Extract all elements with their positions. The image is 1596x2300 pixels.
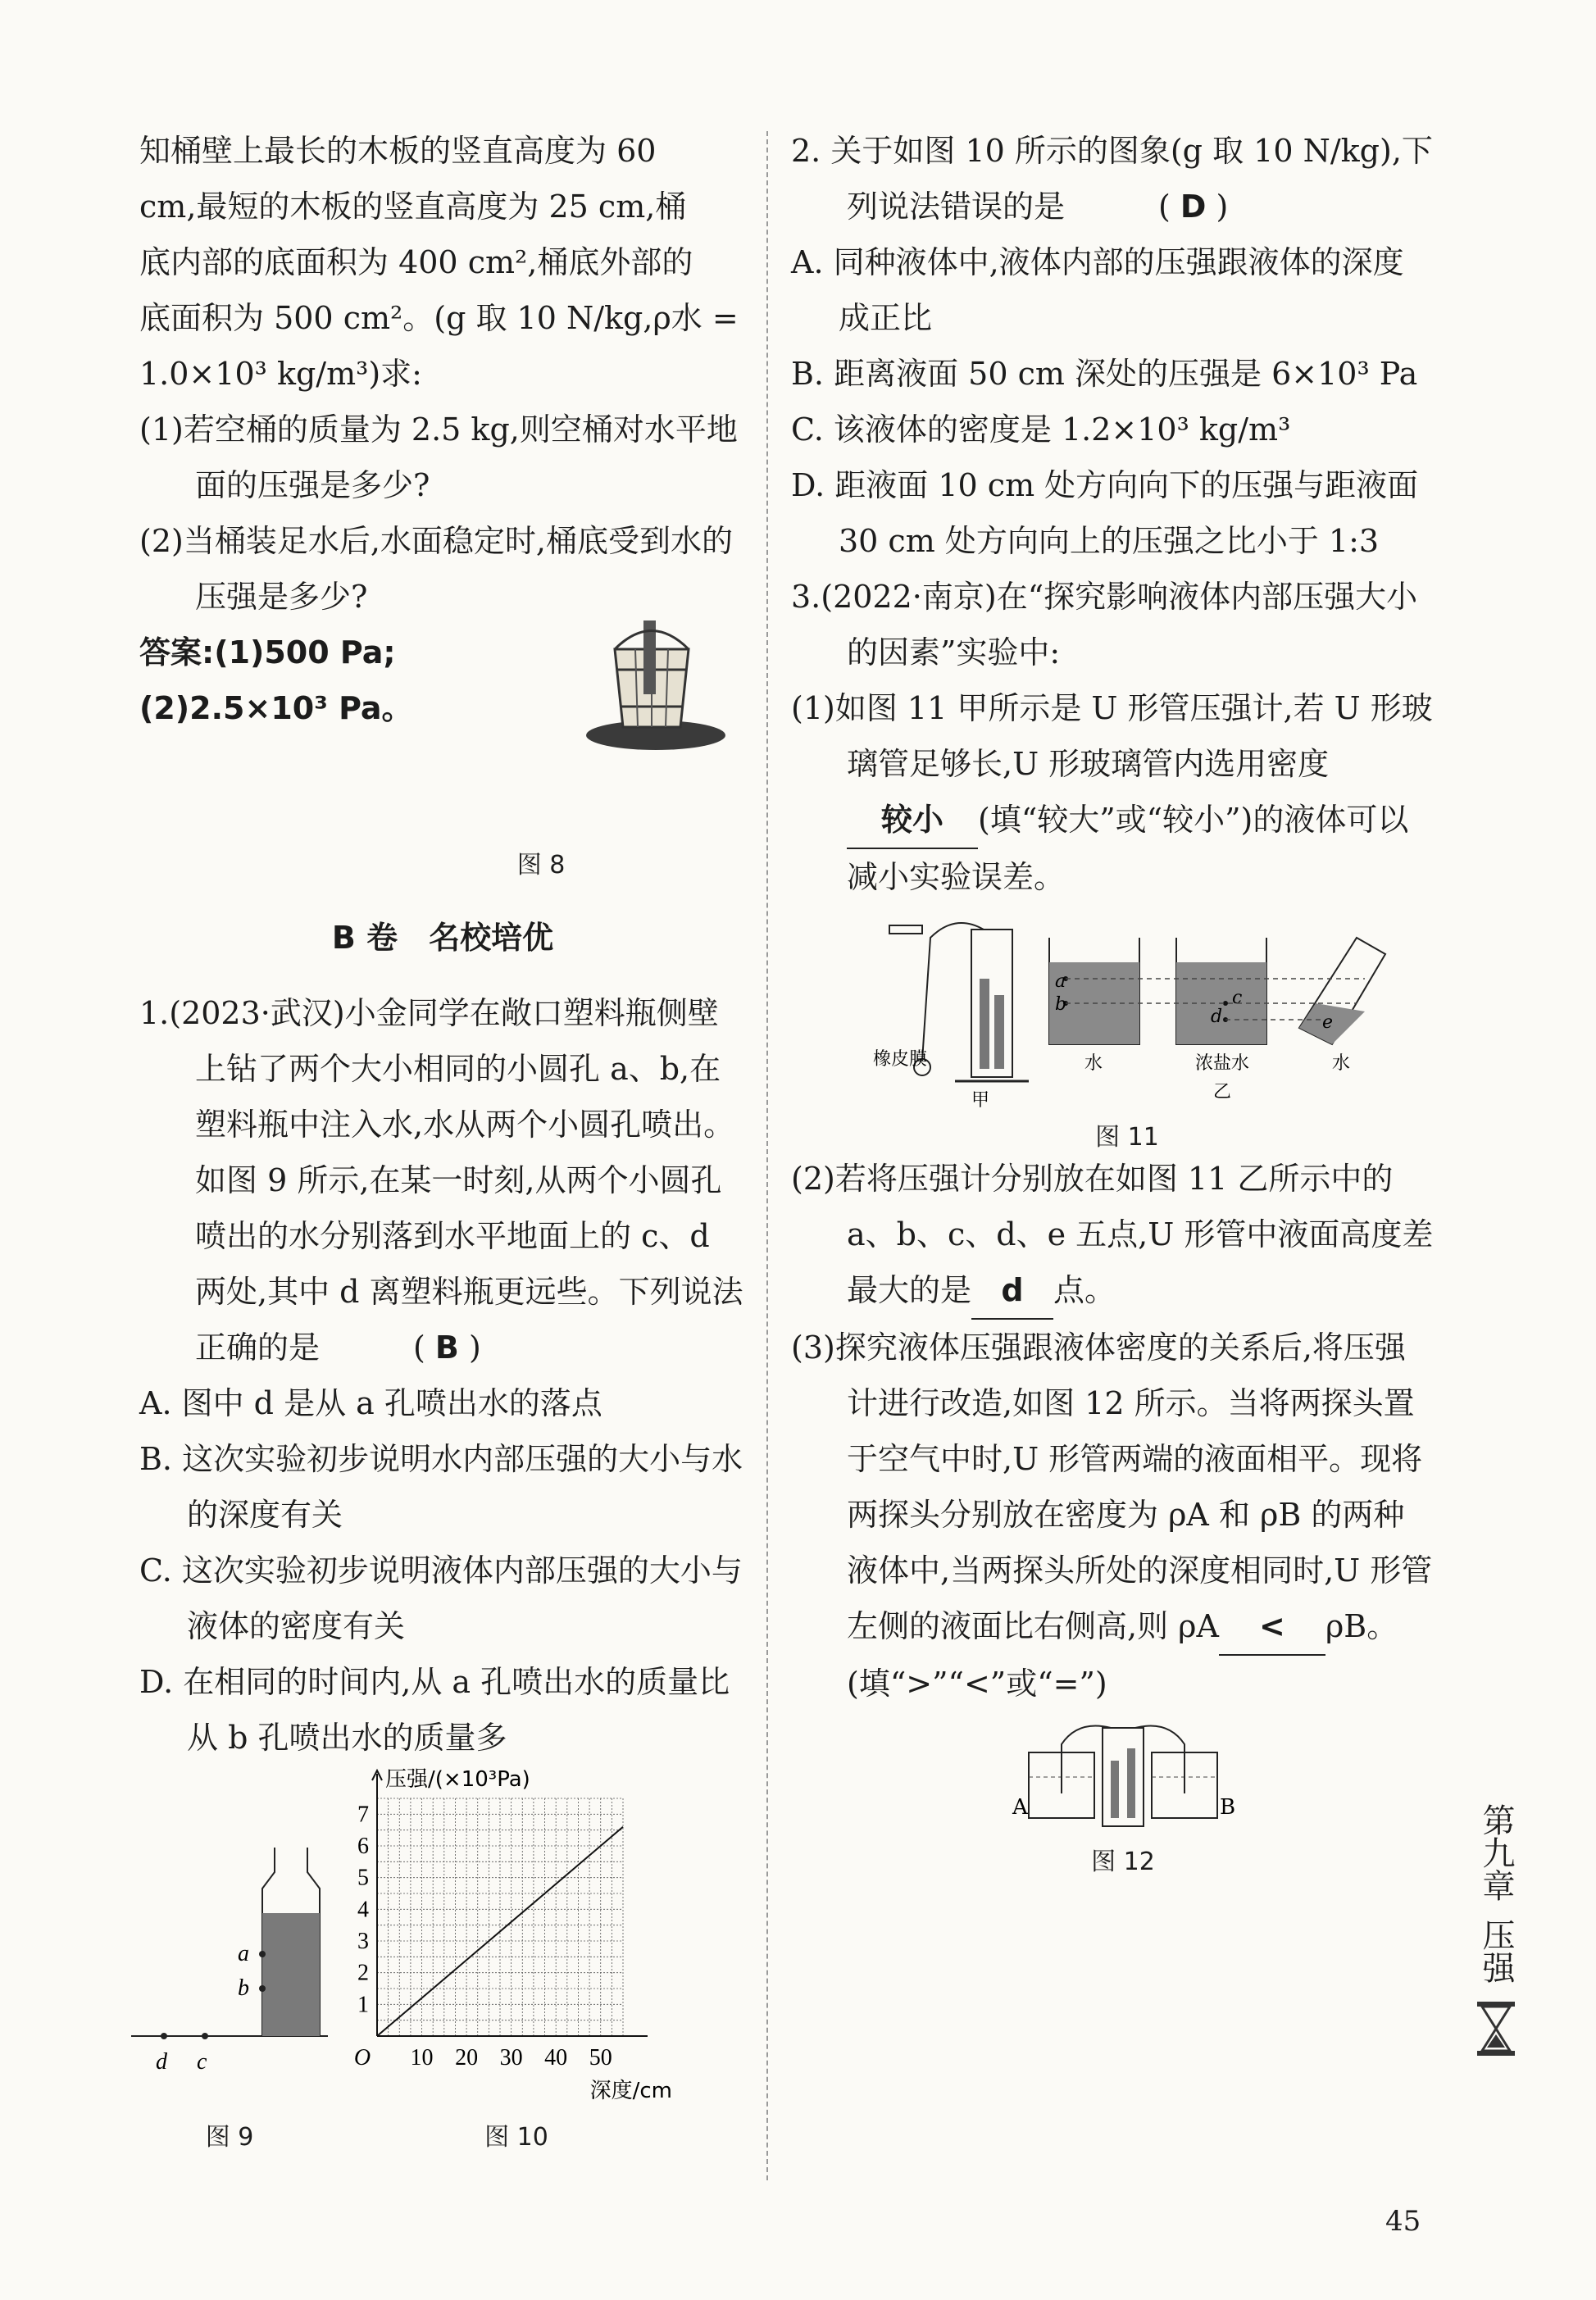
blank-q2: d — [971, 1262, 1053, 1320]
y-tick-label: 5 — [357, 1865, 369, 1891]
column-divider — [766, 131, 768, 2180]
fig11-label-c: c — [1232, 988, 1243, 1008]
chapter-label: 第九章 — [1477, 1803, 1515, 1902]
option: B. 这次实验初步说明水内部压强的大小与水的深度有关 — [139, 1441, 743, 1533]
blank-q3: < — [1219, 1598, 1325, 1656]
x-tick-label: 10 — [410, 2045, 434, 2070]
left-column — [139, 123, 746, 2151]
y-tick-label: 3 — [357, 1929, 369, 1954]
intro-line: 知桶壁上最长的木板的竖直高度为 60 — [139, 133, 657, 169]
problem-3-q1: (1)如图 11 甲所示是 U 形管压强计,若 U 形玻璃管足够长,U 形玻璃管内选用密度较小 (填“较大”或“较小”)的液体可以减小实验误差。 — [791, 690, 1433, 895]
fig11-label-water2: 水 — [1332, 1053, 1351, 1074]
y-tick-label: 2 — [357, 1960, 369, 1986]
problem-3-q2: (2)若将压强计分别放在如图 11 乙所示中的 a、b、c、d、e 五点,U 形管中液面高度差最大的是 d 点。 — [791, 1151, 1435, 1320]
question-2: (2)当桶装足水后,水面稳定时,桶底受到水的压强是多少? — [139, 523, 733, 615]
chapter-sidebar — [1467, 1803, 1525, 2066]
fig11-label-yi: 乙 — [1213, 1082, 1232, 1102]
fig10-caption: 图 10 — [484, 2123, 548, 2152]
intro-line: 1.0×10³ kg/m³)求: — [139, 356, 422, 392]
option: D. 距液面 10 cm 处方向向下的压强与距液面 30 cm 处方向向上的压强之比小于 1:3 — [791, 467, 1419, 559]
option: C. 这次实验初步说明液体内部压强的大小与液体的密度有关 — [139, 1552, 743, 1644]
y-tick-label: 6 — [357, 1834, 369, 1859]
intro-line: cm,最短的木板的竖直高度为 25 cm,桶 — [139, 189, 687, 225]
y-tick-label: 1 — [357, 1992, 369, 2018]
fig11-label-water1: 水 — [1084, 1053, 1103, 1074]
bucket-figure — [566, 600, 730, 764]
option: B. 距离液面 50 cm 深处的压强是 6×10³ Pa — [791, 356, 1418, 392]
problem-2-stem: 2. 关于如图 10 所示的图象(g 取 10 N/kg),下列说法错误的是 ( D ) — [791, 133, 1433, 225]
origin-label: O — [353, 2045, 371, 2070]
x-tick-label: 40 — [544, 2045, 568, 2070]
x-axis-label: 深度/cm — [589, 2079, 672, 2103]
right-column — [791, 123, 1435, 1876]
figures-9-10 — [139, 1766, 746, 2151]
x-tick-label: 50 — [589, 2045, 612, 2070]
fig12-label-B: B — [1220, 1795, 1236, 1820]
problem-1-answer: B — [434, 1330, 459, 1366]
fig11-label-a: a — [1055, 971, 1066, 992]
fig10-chart — [352, 1766, 721, 2110]
fig9-label-d: d — [156, 2049, 167, 2075]
section-title: B 卷 名校培优 — [331, 920, 554, 956]
fig11-label-e: e — [1322, 1012, 1334, 1033]
fig9-label-c: c — [197, 2049, 207, 2075]
y-axis-label: 压强/(×10³Pa) — [385, 1767, 530, 1792]
y-tick-label: 4 — [357, 1897, 369, 1923]
fig11-label-jia: 甲 — [971, 1090, 990, 1111]
y-tick-label: 7 — [357, 1802, 369, 1828]
fig11-label-brine: 浓盐水 — [1195, 1053, 1250, 1074]
fig9-caption: 图 9 — [205, 2123, 254, 2152]
x-tick-label: 20 — [455, 2045, 479, 2070]
fig11-diagram — [873, 913, 1398, 1110]
problem-3-stem: 3.(2022·南京)在“探究影响液体内部压强大小的因素”实验中: — [791, 579, 1418, 670]
figure-12 — [791, 1711, 1435, 1876]
fig9-bottle — [131, 1798, 328, 2077]
x-tick-label: 30 — [499, 2045, 523, 2070]
option: D. 在相同的时间内,从 a 孔喷出水的质量比从 b 孔喷出水的质量多 — [139, 1664, 730, 1756]
question-1: (1)若空桶的质量为 2.5 kg,则空桶对水平地面的压强是多少? — [139, 411, 738, 503]
page-number: 45 — [1385, 2205, 1421, 2238]
fig11-caption: 图 11 — [1095, 1123, 1159, 1152]
intro-line: 底内部的底面积为 400 cm²,桶底外部的 — [139, 244, 693, 280]
hourglass-icon — [1476, 2000, 1516, 2057]
intro-line: 底面积为 500 cm²。(g 取 10 N/kg,ρ水 = — [139, 300, 739, 336]
fig12-caption: 图 12 — [1091, 1848, 1155, 1876]
fig9-label-a: a — [238, 1941, 249, 1966]
option: A. 图中 d 是从 a 孔喷出水的落点 — [139, 1385, 602, 1421]
fig12-diagram — [1012, 1720, 1234, 1834]
fig8-caption: 图 8 — [516, 851, 566, 880]
figure-11 — [791, 905, 1435, 1151]
blank-q1: 较小 — [847, 792, 978, 849]
problem-2-answer: D — [1180, 189, 1207, 225]
option: A. 同种液体中,液体内部的压强跟液体的深度成正比 — [791, 244, 1404, 336]
problem-3-q3: (3)探究液体压强跟液体密度的关系后,将压强计进行改造,如图 12 所示。当将两探头置于空气中时,U 形管两端的液面相平。现将两探头分别放在密度为 ρA 和 ρB 的两种液体中,当两探头所处的深度相同时,U 形管左侧的液面比右侧高,则 ρA < ρB。(填“>”“<”或“=”) — [791, 1330, 1433, 1702]
answer-2: (2)2.5×10³ Pa。 — [139, 690, 413, 726]
problem-1-stem: 1.(2023·武汉)小金同学在敞口塑料瓶侧壁上钻了两个大小相同的小圆孔 a、b,在塑料瓶中注入水,水从两个小圆孔喷出。如图 9 所示,在某一时刻,从两个小圆孔喷出的水分别落到水平地面上的 c、d 两处,其中 d 离塑料瓶更远些。下列说法正确的是 ( B ) — [139, 995, 743, 1366]
fig12-label-A: A — [1012, 1795, 1028, 1820]
answer-1: 答案:(1)500 Pa; — [139, 634, 396, 670]
answer-block — [139, 625, 746, 838]
fig11-label-membrane: 橡皮膜 — [873, 1049, 928, 1070]
fig9-label-b: b — [238, 1975, 249, 2001]
fig11-label-d: d — [1211, 1007, 1223, 1027]
topic-label: 压强 — [1477, 1918, 1515, 1984]
option: C. 该液体的密度是 1.2×10³ kg/m³ — [791, 411, 1291, 448]
fig11-label-b: b — [1055, 994, 1067, 1015]
